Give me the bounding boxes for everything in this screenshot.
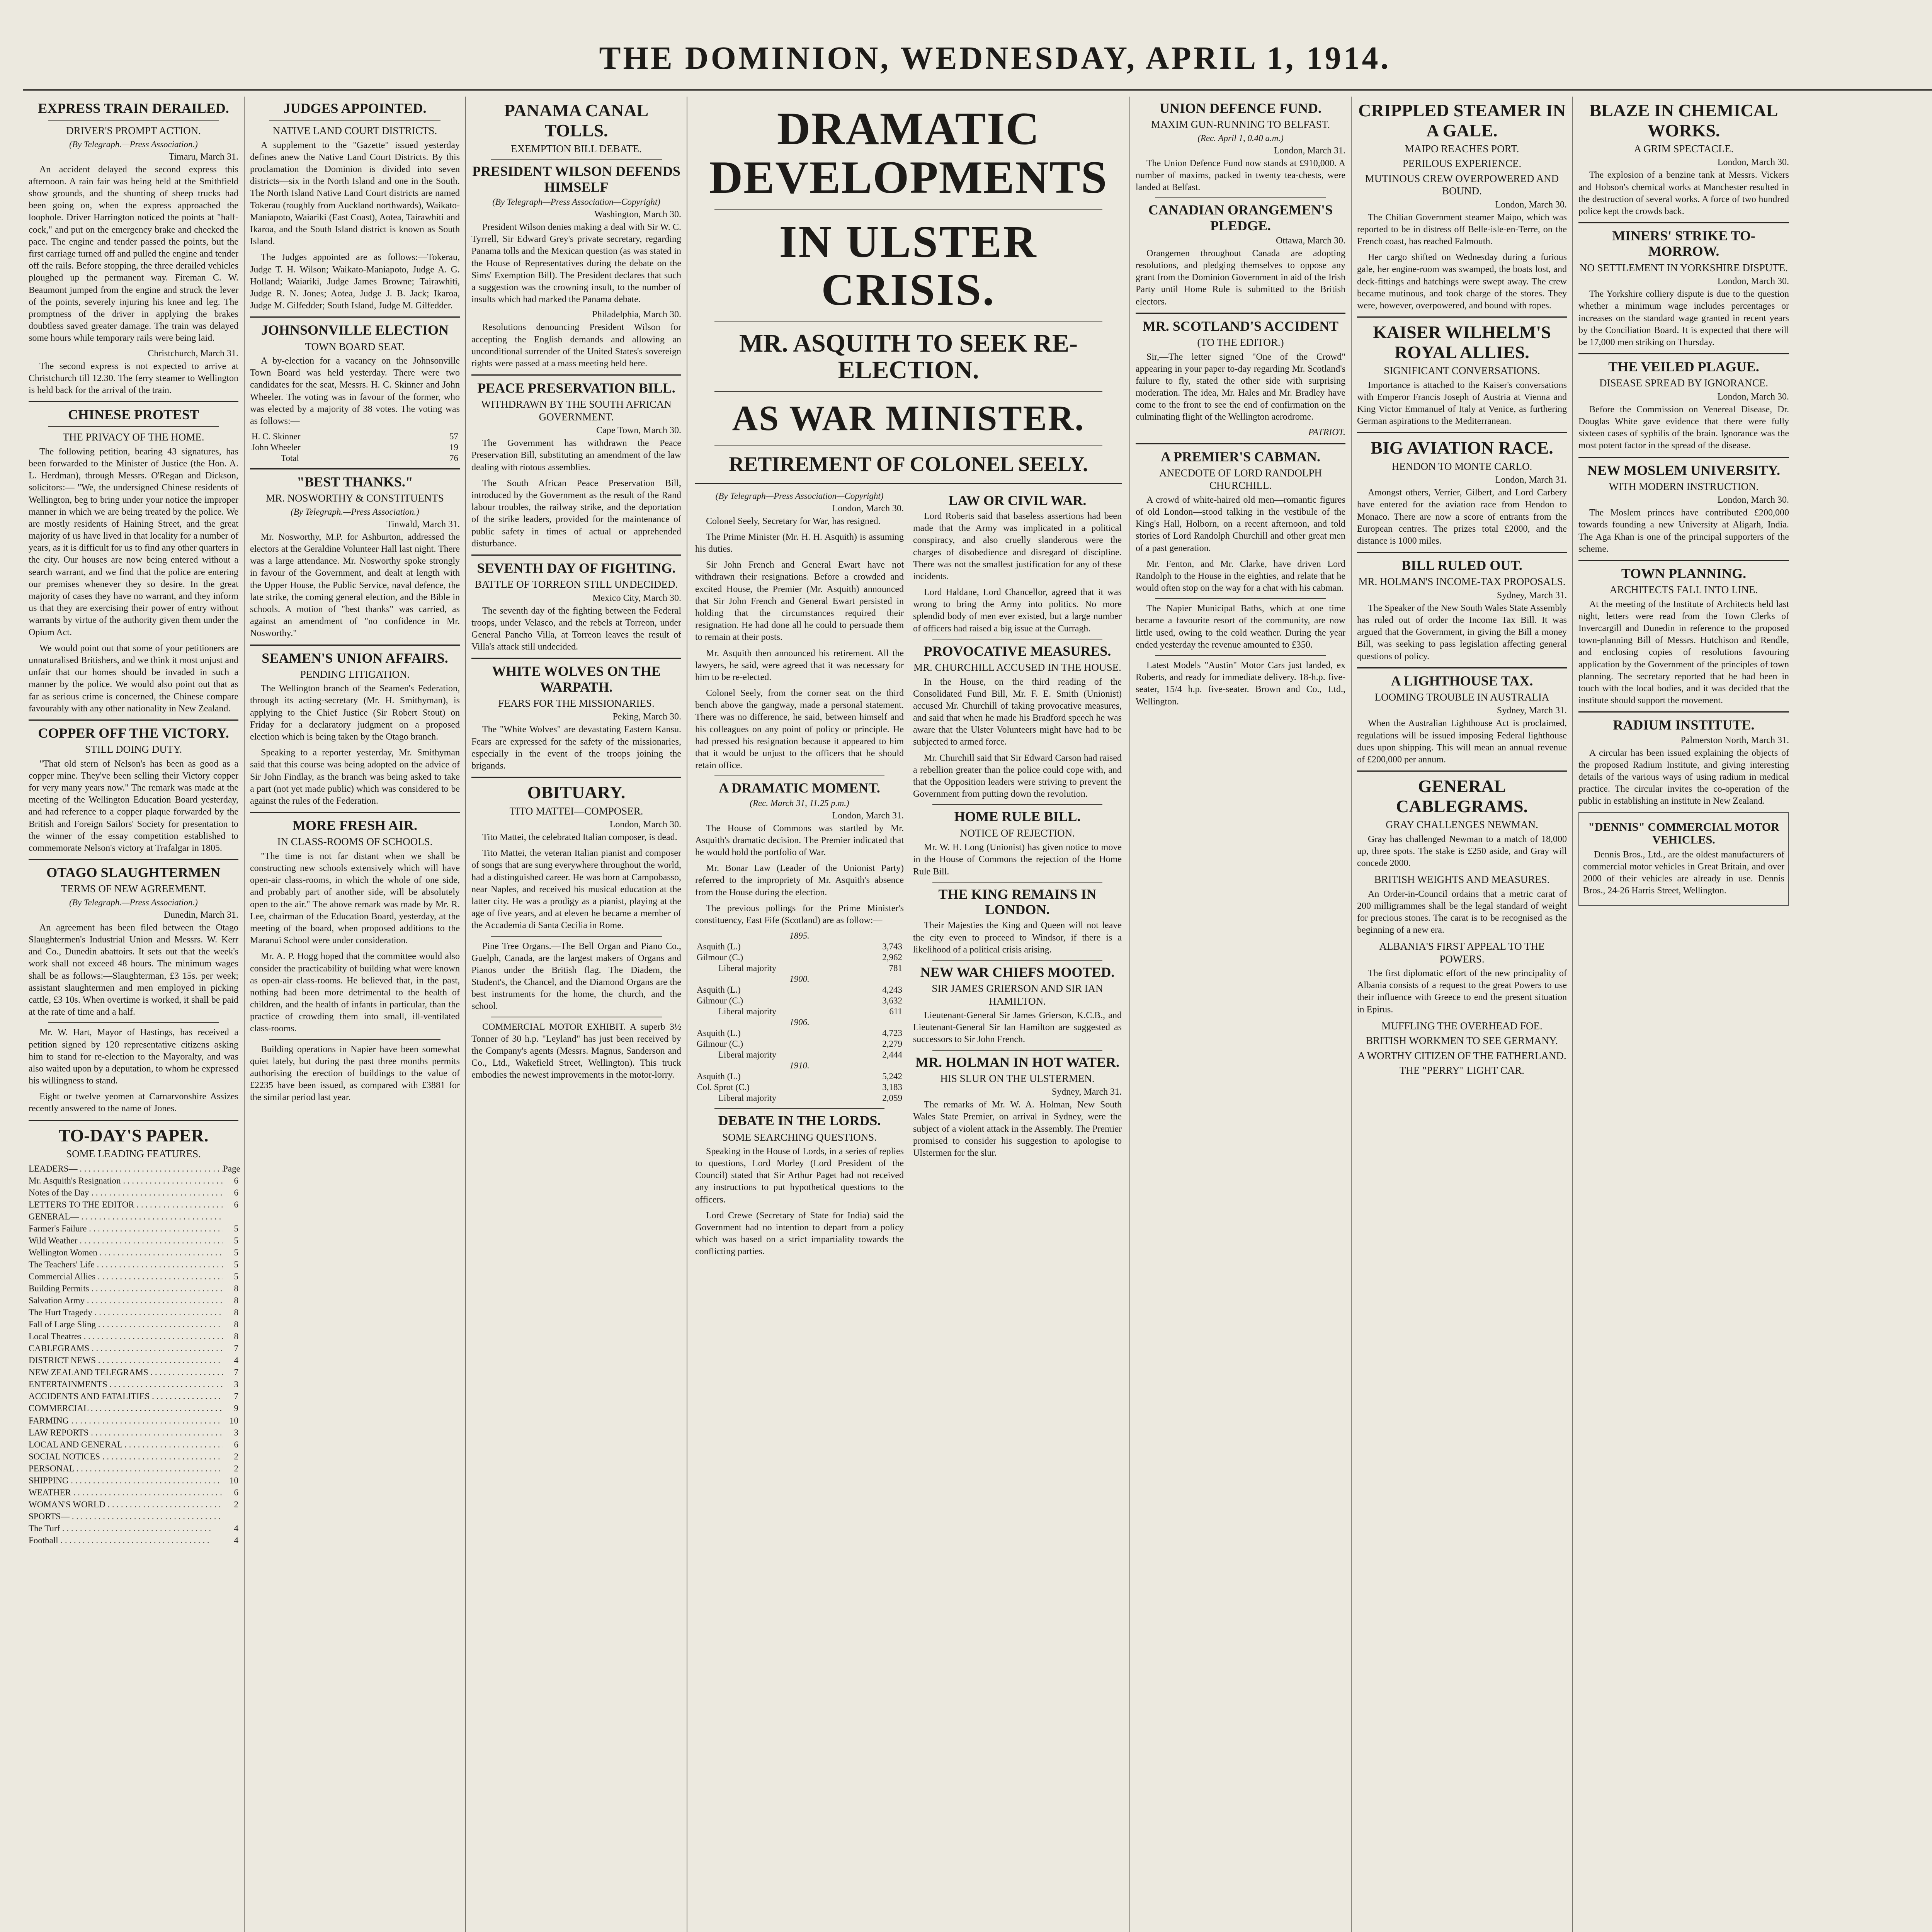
column-7 xyxy=(1352,97,1573,1932)
article-body: An agreement has been filed between the Otago Slaughtermen's Industrial Union and Messrs. W. Kerr and Co., Dunedin abattoirs. It sets out that the week's work shall not exceed 48 hours. The minimum wages shall be as follows:—Slaughterman, £3 15s. per week; assistant slaughtermen and men employed in picking cattle, £3 10s. When overtime is worked, it shall be paid at the rate of time and a half. xyxy=(29,922,238,1017)
index-row: SOCIAL NOTICES . . . 2 xyxy=(29,1451,238,1463)
subhead: HENDON TO MONTE CARLO. xyxy=(1391,460,1532,472)
headline-miners: MINERS' STRIKE TO-MORROW. xyxy=(1612,228,1755,259)
article-body: The previous pollings for the Prime Minister's constituency, East Fife (Scotland) are as follow:— xyxy=(695,903,904,926)
subhead: FEARS FOR THE MISSIONARIES. xyxy=(498,697,655,709)
headline-dramatic-moment: A DRAMATIC MOMENT. xyxy=(719,780,880,796)
article-body: Lieutenant-General Sir James Grierson, K.C.B., and Lieutenant-General Sir Ian Hamilton are suggested as successors to Sir John French. xyxy=(913,1010,1122,1045)
article-body: The seventh day of the fighting between the Federal troops, under Velasco, and the rebels at Torreon, under General Pancho Villa, at Torreon leaves the result of Villa's attack still undecided. xyxy=(471,605,681,652)
headline-canadian: CANADIAN ORANGEMEN'S PLEDGE. xyxy=(1148,202,1333,233)
article-body: The Wellington branch of the Seamen's Federation, through its acting-secretary (Mr. H. Smithyman), is applying to the Chief Justice (Sir Robert Stout) on Friday for a declaratory judgment on a proposed election which is being taken by the Otago branch. xyxy=(250,684,460,742)
article-body: Tito Mattei, the veteran Italian pianist and composer of songs that are sung everywhere throughout the world, had a distinguished career. He was born at Campobasso, near Naples, and received his musical education at the latter city. He was a prodigy as a pianist, playing at the age of five years, and at eleven he became a member of the Accademia di Santa Cecilia in Rome. xyxy=(471,848,681,931)
article-body: The remarks of Mr. W. A. Holman, New South Wales State Premier, on arrival in Sydney, were the subject of a violent attack in the Assembly. The Premier promised to consider his suggestion to apologise to Ulstermen for the slur. xyxy=(913,1100,1122,1158)
headline-todays-paper: TO-DAY'S PAPER. xyxy=(58,1125,209,1145)
subhead: SIGNIFICANT CONVERSATIONS. xyxy=(1384,365,1540,377)
dateline: Ottawa, March 30. xyxy=(1276,235,1345,246)
article-body: The Napier Municipal Baths, which at one time became a favourite resort of the community, are now little used, owing to the cold weather. During the year ended yesterday the revenue amounted to £350. xyxy=(1136,604,1345,650)
subhead: A GRIM SPECTACLE. xyxy=(1634,143,1734,155)
article-body: The first diplomatic effort of the new principality of Albania consists of a request to the great Powers to use their influence with Greece to end the present situation in Epirus. xyxy=(1357,968,1567,1015)
index-row: ENTERTAINMENTS . . . 3 xyxy=(29,1378,238,1390)
subhead: ARCHITECTS FALL INTO LINE. xyxy=(1609,584,1758,596)
headline-general-cablegrams: GENERAL CABLEGRAMS. xyxy=(1396,776,1528,816)
article-body: Importance is attached to the Kaiser's conversations with Emperor Francis Joseph of Austria at Vienna and King Victor Emmanuel of Italy at Venice, as furthering German aspirations to the Mediterranean. xyxy=(1357,380,1567,427)
article-body: The South African Peace Preservation Bill, introduced by the Government as the result of the Rand labour troubles, the railway strike, and the deportation of the strike leaders, provided for the maintenance of public safety in times of actual or apprehended disturbance. xyxy=(471,478,681,549)
article-body: Her cargo shifted on Wednesday during a furious gale, her engine-room was swamped, the boats lost, and deck-fittings and hatchings were swept away. The crew became mutinous, and took charge of the stores. They were, however, overpowered, and bound with ropes. xyxy=(1357,252,1567,311)
dateline: Sydney, March 31. xyxy=(1497,590,1567,600)
index-row: Building Permits . . . 8 xyxy=(29,1282,238,1294)
article-body: Mr. A. P. Hogg hoped that the committee would also consider the practicability of building what were known as open-air class-rooms. He believed that, in the past, nothing had been more detrimental to the health of children, and the health of infants in particular, than the practice of crowding them into small, ill-ventilated class-rooms. xyxy=(250,951,460,1034)
headline-chinese: CHINESE PROTEST xyxy=(68,407,199,423)
index-row: LAW REPORTS . . . 3 xyxy=(29,1427,238,1439)
dateline: Dunedin, March 31. xyxy=(163,910,238,920)
headline-veiled-plague: THE VEILED PLAGUE. xyxy=(1608,359,1759,375)
subhead: WITH MODERN INSTRUCTION. xyxy=(1609,480,1759,492)
dateline: Peking, March 30. xyxy=(612,712,681,722)
subhead: LOOMING TROUBLE IN AUSTRALIA xyxy=(1374,691,1549,703)
subhead: TERMS OF NEW AGREEMENT. xyxy=(61,883,206,895)
subhead: IN CLASS-ROOMS OF SCHOOLS. xyxy=(277,836,433,848)
article-body: The Union Defence Fund now stands at £910,000. A number of maxims, packed in twenty tea-chests, were landed at Belfast. xyxy=(1136,158,1345,193)
headline-kaiser: KAISER WILHELM'S ROYAL ALLIES. xyxy=(1373,322,1551,362)
index-row: LETTERS TO THE EDITOR . . . 6 xyxy=(29,1199,238,1211)
headline-otago: OTAGO SLAUGHTERMEN xyxy=(46,865,221,881)
article-body: Sir John French and General Ewart have not withdrawn their resignations. Before a crowded and excited House, the Premier (Mr. Asquith) announced that Sir John French and General Ewart persisted in holding that the circumstances required their resignation. He had done all he could to persuade them to remain at their posts. xyxy=(695,560,904,643)
headline-war-chiefs: NEW WAR CHIEFS MOOTED. xyxy=(920,964,1115,980)
article-body: In the House, on the third reading of the Consolidated Fund Bill, Mr. F. E. Smith (Unionist) accused Mr. Churchill of taking provocative measures, and said that when he made his Bradford speech he was aware that the Ulster Volunteers might have had to be subjected to armed force. xyxy=(913,677,1122,747)
subhead: TOWN BOARD SEAT. xyxy=(305,340,405,352)
article-body: At the meeting of the Institute of Architects held last night, letters were read from the Town Clerks of Invercargill and Dunedin in reference to the proposed town-planning Bill of Messrs. Hutchison and Rendle, and enclosing copies of resolutions favouring application by the Government of the principles of town planning. The secretary reported that he had been in touch with the local bodies, and it was decided that the institute should support the movement. xyxy=(1578,599,1789,706)
subhead: PRESIDENT WILSON DEFENDS HIMSELF xyxy=(472,163,680,195)
headline-crippled-steamer: CRIPPLED STEAMER IN A GALE. xyxy=(1358,100,1566,140)
article-body: The second express is not expected to arrive at Christchurch till 12.30. The ferry steamer to Wellington is held back for the arrival of the train. xyxy=(29,361,238,395)
article-body: When the Australian Lighthouse Act is proclaimed, regulations will be issued imposing Federal lighthouse dues upon shipping. This will mean an annual revenue of £200,000 per annum. xyxy=(1357,718,1567,765)
byline: (Rec. March 31, 11.25 p.m.) xyxy=(750,798,849,808)
main-headline-5: RETIREMENT OF COLONEL SEELY. xyxy=(729,452,1088,476)
subhead: BATTLE OF TORREON STILL UNDECIDED. xyxy=(474,578,678,590)
byline: (By Telegraph.—Press Association.) xyxy=(69,139,198,149)
article-body: We would point out that some of your petitioners are unnaturalised Britishers, and we think it most unjust and unfair that our homes should be invaded in such a manner by the police. We would also point out that as far as serious crime is concerned, the Chinese compare favourably with any other nationality in New Zealand. xyxy=(29,643,238,714)
main-headline-2: IN ULSTER CRISIS. xyxy=(779,216,1038,315)
article-body: The Government has withdrawn the Peace Preservation Bill, substituting an amendment of the law dealing with riotous assemblies. xyxy=(471,438,681,473)
dateline: Sydney, March 31. xyxy=(1497,706,1567,716)
subhead: STILL DOING DUTY. xyxy=(85,743,182,755)
article-body: Lord Haldane, Lord Chancellor, agreed that it was wrong to bring the Army into politics. No more splendid body of men ever existed, but a large number of officers had raised a big issue at the Curragh. xyxy=(913,587,1122,634)
index-row: LOCAL AND GENERAL . . . 6 xyxy=(29,1439,238,1451)
headline-town-planning: TOWN PLANNING. xyxy=(1621,566,1747,582)
subhead: ANECDOTE OF LORD RANDOLPH CHURCHILL. xyxy=(1159,467,1322,492)
subhead: SOME LEADING FEATURES. xyxy=(66,1148,201,1160)
article-body: Lord Roberts said that baseless assertions had been made that the Army was implicated in a political conspiracy, and also cruelly slanderous were the charges of disobedience and disregard of discipline. There was not the smallest justification for any of these incidents. xyxy=(913,511,1122,582)
dateline: Timaru, March 31. xyxy=(168,151,238,162)
article-body: Mr. Bonar Law (Leader of the Unionist Party) referred to the impropriety of Mr. Asquith's absence from the House during the election. xyxy=(695,863,904,898)
dateline: Washington, March 30. xyxy=(594,209,681,220)
poll-year-row: 1910. xyxy=(789,1061,810,1071)
poll-row: Liberal majority 2,059 xyxy=(718,1093,902,1103)
poll-row: Asquith (L.) 5,242 xyxy=(697,1071,902,1082)
subhead: THE "PERRY" LIGHT CAR. xyxy=(1399,1065,1525,1077)
main-headline-4: AS WAR MINISTER. xyxy=(732,398,1085,438)
index-row: ACCIDENTS AND FATALITIES . . . 7 xyxy=(29,1390,238,1402)
index-row: The Turf . . . 4 xyxy=(29,1522,238,1534)
article-body: A by-election for a vacancy on the Johnsonville Town Board was held yesterday. There were two candidates for the seat, Messrs. H. C. Skinner and John Wheeler. The voting was in favour of the former, who was elected by a majority of 38 votes. The voting was as follows:— xyxy=(250,356,460,426)
article-body: The Prime Minister (Mr. H. H. Asquith) is assuming his duties. xyxy=(695,532,904,554)
article-body: Before the Commission on Venereal Disease, Dr. Douglas White gave evidence that there were fully sixteen cases of syphilis of the brain. Ignorance was the most potent factor in the spread of the disease. xyxy=(1578,404,1789,451)
poll-row: Asquith (L.) 4,243 xyxy=(697,985,902,995)
headline-radium: RADIUM INSTITUTE. xyxy=(1613,717,1755,733)
poll-row: Liberal majority 2,444 xyxy=(718,1050,902,1060)
subhead: MR. HOLMAN'S INCOME-TAX PROPOSALS. xyxy=(1358,576,1566,588)
letter-signature: PATRIOT. xyxy=(1308,427,1345,437)
subhead: BRITISH WEIGHTS AND MEASURES. xyxy=(1374,874,1550,886)
index-row: SHIPPING . . . 10 xyxy=(29,1475,238,1486)
article-body: Eight or twelve yeomen at Carnarvonshire Assizes recently answered to the name of Jones. xyxy=(29,1092,238,1114)
article-body: The Speaker of the New South Wales State Assembly has ruled out of order the Income Tax Bill. It was argued that the Government, in giving the Bill a money Bill, was seeking to pass legislation affecting general questions of policy. xyxy=(1357,603,1567,662)
headline-judges: JUDGES APPOINTED. xyxy=(283,100,427,116)
dateline: London, March 30. xyxy=(609,820,681,830)
headline-seventh-day: SEVENTH DAY OF FIGHTING. xyxy=(477,560,676,576)
subhead: MUTINOUS CREW OVERPOWERED AND BOUND. xyxy=(1365,172,1559,197)
subhead: EXEMPTION BILL DEBATE. xyxy=(511,143,642,155)
index-row: DISTRICT NEWS . . . 4 xyxy=(29,1354,238,1366)
subhead: NOTICE OF REJECTION. xyxy=(960,827,1075,839)
byline: (By Telegraph—Press Association—Copyright) xyxy=(492,197,660,207)
byline: (Rec. April 1, 0.40 a.m.) xyxy=(1197,133,1284,143)
column-3 xyxy=(466,97,687,1932)
headline-copper: COPPER OFF THE VICTORY. xyxy=(38,725,229,741)
dateline: London, March 30. xyxy=(1717,157,1789,168)
poll-row: Gilmour (C.) 2,962 xyxy=(697,952,902,963)
article-body: Mr. Nosworthy, M.P. for Ashburton, addressed the electors at the Geraldine Volunteer Hall last night. There was a large attendance. Mr. Nosworthy spoke strongly in favour of the Government, and dealt at length with the Upper House, the Public Service, naval defence, the late strike, the coming general election, and the Bible in schools. A motion of "best thanks" was carried, as against an amendment of "no confidence in Mr. Nosworthy." xyxy=(250,532,460,639)
poll-row: Col. Sprot (C.) 3,183 xyxy=(697,1082,902,1092)
article-body: The Chilian Government steamer Maipo, which was reported to be in distress off Belle-isle-en-Terre, on the French coast, has reached Falmouth. xyxy=(1357,212,1567,247)
byline: (By Telegraph—Press Association—Copyright) xyxy=(715,491,884,501)
subhead: THE PRIVACY OF THE HOME. xyxy=(63,431,204,443)
index-row: Salvation Army . . . 8 xyxy=(29,1294,238,1306)
byline: (By Telegraph.—Press Association.) xyxy=(69,897,198,907)
headline-scotland: MR. SCOTLAND'S ACCIDENT xyxy=(1142,318,1339,334)
column-2 xyxy=(245,97,466,1932)
headline-civil-war: LAW OR CIVIL WAR. xyxy=(948,492,1087,508)
article-body: Speaking to a reporter yesterday, Mr. Smithyman said that this course was being adopted on the advice of Sir John Findlay, as the branch was being asked to take a part (not yet made public) which was considered to be against the rules of the Federation. xyxy=(250,748,460,806)
subhead: MUFFLING THE OVERHEAD FOE. xyxy=(1381,1020,1543,1032)
subhead: TITO MATTEI—COMPOSER. xyxy=(509,805,643,817)
dateline: Sydney, March 31. xyxy=(1051,1087,1122,1097)
headline-lighthouse: A LIGHTHOUSE TAX. xyxy=(1391,673,1533,689)
advertisement-dennis xyxy=(1578,812,1789,906)
subhead: WITHDRAWN BY THE SOUTH AFRICAN GOVERNMENT. xyxy=(481,398,672,423)
headline-obituary: OBITUARY. xyxy=(527,782,626,803)
dateline: Tinwald, March 31. xyxy=(386,519,460,529)
index-row: Fall of Large Sling . . . 8 xyxy=(29,1318,238,1330)
headline-cabman: A PREMIER'S CABMAN. xyxy=(1160,449,1320,464)
index-row: Local Theatres . . . 8 xyxy=(29,1330,238,1342)
index-row: Farmer's Failure . . . 5 xyxy=(29,1223,238,1235)
article-body: Building operations in Napier have been somewhat quiet lately, but during the past three months permits authorising the erection of buildings to the value of £2235 have been issued, as compared with £3881 for the similar period last year. xyxy=(250,1044,460,1103)
vote-row: H. C. Skinner 57 xyxy=(252,432,458,442)
poll-row: Gilmour (C.) 3,632 xyxy=(697,996,902,1006)
subhead: MR. CHURCHILL ACCUSED IN THE HOUSE. xyxy=(913,662,1121,673)
subhead: NATIVE LAND COURT DISTRICTS. xyxy=(272,125,437,137)
article-body: Tito Mattei, the celebrated Italian composer, is dead. xyxy=(482,832,677,843)
page-number xyxy=(1920,43,1932,73)
poll-row: Liberal majority 781 xyxy=(718,963,902,973)
dateline: London, March 30. xyxy=(832,503,904,514)
article-body: The explosion of a benzine tank at Messrs. Vickers and Hobson's chemical works at Manchester resulted in the destruction of several works. A force of two hundred police kept the crowds back. xyxy=(1578,170,1789,216)
index-row: WOMAN'S WORLD . . . 2 xyxy=(29,1498,238,1510)
dateline: London, March 30. xyxy=(1717,495,1789,505)
index-row: WEATHER . . . 6 xyxy=(29,1486,238,1498)
article-body: The House of Commons was startled by Mr. Asquith's dramatic decision. The Premier indicated that he would hold the portfolio of War. xyxy=(695,823,904,858)
headline-thanks: "BEST THANKS." xyxy=(297,474,413,490)
advertisement-text: Latest Models "Austin" Motor Cars just landed, ex Roberts, and ready for immediate delivery. 18-h.p. five-seater, 15/4 h.p. five-seater. Brown and Co., Ltd., Wellington. xyxy=(1136,660,1345,707)
article-body: The Yorkshire colliery dispute is due to the question whether a minimum wage includes percentages or increases on the standard wage granted in recent years by the Conciliation Board. It is expected that there will be 17,000 men striking on Thursday. xyxy=(1578,289,1789,347)
headline-panama: PANAMA CANAL TOLLS. xyxy=(504,100,649,140)
article-body: The Judges appointed are as follows:—Tokerau, Judge T. H. Wilson; Waikato-Maniapoto, Judge A. G. Holland; Waiariki, Judge James Browne; Tairawhiti, Judge R. N. Jones; Aotea, Judge J. B. Jack; Ikaroa, Judge M. Gilfedder; South Island, Judge M. Gilfedder. xyxy=(250,252,460,311)
article-body: Colonel Seely, from the corner seat on the third bench above the gangway, made a personal statement. There was no difference, he said, between himself and his colleagues on any point of policy or principle. He had pressed his resignation because it appeared to him that it would be unjust to the officers that he should retain office. xyxy=(695,688,904,771)
dateline: Christchurch, March 31. xyxy=(148,348,238,359)
subhead: MAIPO REACHES PORT. xyxy=(1405,143,1519,155)
subhead: MAXIM GUN-RUNNING TO BELFAST. xyxy=(1151,119,1330,131)
article-body: Colonel Seely, Secretary for War, has resigned. xyxy=(706,516,881,526)
subhead: NO SETTLEMENT IN YORKSHIRE DISPUTE. xyxy=(1579,262,1788,274)
subhead: ALBANIA'S FIRST APPEAL TO THE POWERS. xyxy=(1379,940,1545,965)
index-row: LEADERS— . . . Page xyxy=(29,1163,238,1175)
article-body: Mr. Asquith then announced his retirement. All the lawyers, he said, were agreed that it was necessary for him to be re-elected. xyxy=(695,648,904,682)
index-row: PERSONAL . . . 2 xyxy=(29,1463,238,1475)
column-6 xyxy=(1130,97,1352,1932)
subhead: PENDING LITIGATION. xyxy=(300,668,410,680)
article-body: "That old stern of Nelson's has been as good as a copper mine. They've been selling their Victory copper for very many years now." The remark was made at the meeting of the Wellington Education Board yesterday, and had reference to a copper plaque forwarded by the British and Foreign Sailors' Society for presentation to the winner of the essay competition established to commemorate Nelson's victory at Trafalgar in 1805. xyxy=(29,759,238,853)
poll-row: Gilmour (C.) 2,279 xyxy=(697,1039,902,1049)
index-row: Commercial Allies . . . 5 xyxy=(29,1270,238,1282)
headline-fresh-air: MORE FRESH AIR. xyxy=(292,818,418,833)
index-row: Mr. Asquith's Resignation . . . 6 xyxy=(29,1175,238,1187)
dateline: London, March 31. xyxy=(1495,475,1567,485)
advertisement-text: Pine Tree Organs.—The Bell Organ and Piano Co., Guelph, Canada, are the largest makers of Organs and Pianos under the British flag. The Diadem, the Student's, the Chancel, and the Diamond Organs are the best instruments for the home, the church, and the school. xyxy=(471,941,681,1012)
dateline: Philadelphia, March 30. xyxy=(592,310,681,320)
dateline: London, March 30. xyxy=(1717,276,1789,287)
index-row: Wild Weather . . . 5 xyxy=(29,1235,238,1247)
headline-union-defence: UNION DEFENCE FUND. xyxy=(1159,100,1321,116)
article-body: "The time is not far distant when we shall be constructing new schools extensively which will have open-air class-rooms, in which the whole of one side, and probably part of another side, will be absolutely open to the air." The above remark was made by Mr. R. Lee, chairman of the Education Board, yesterday, at the meeting of the board, when proposed additions to the Maranui School were under consideration. xyxy=(250,851,460,946)
index-row: Football . . . 4 xyxy=(29,1534,238,1546)
headline-seamen: SEAMEN'S UNION AFFAIRS. xyxy=(262,650,448,666)
dateline: London, March 31. xyxy=(1274,145,1345,156)
article-body: Gray has challenged Newman to a match of 18,000 up, three spots. The stake is £250 aside, and Gray will concede 2000. xyxy=(1357,834,1567,868)
dateline: Mexico City, March 30. xyxy=(592,593,681,603)
article-body: An Order-in-Council ordains that a metric carat of 200 milligrammes shall be the legal standard of weight for precious stones. The carat is to be recognised as the beginning of a new era. xyxy=(1357,889,1567,935)
vote-table xyxy=(250,431,460,464)
index-row: CABLEGRAMS . . . 7 xyxy=(29,1342,238,1354)
polling-table xyxy=(695,930,904,1104)
dateline: London, March 30. xyxy=(1495,199,1567,210)
index-row: FARMING . . . 10 xyxy=(29,1415,238,1427)
dateline: Palmerston North, March 31. xyxy=(1680,735,1789,745)
poll-year-row: 1895. xyxy=(789,931,810,941)
headline-bill-ruled-out: BILL RULED OUT. xyxy=(1401,558,1522,573)
article-body: The following petition, bearing 43 signatures, has been forwarded to the Minister of Justice (the Hon. A. L. Herdman), through Messrs. O'Regan and Dickson, solicitors:— "We, the undersigned Chinese residents of Wellington, beg to bring under your notice the improper manner in which we are being treated by the police. We are mostly residents of Haining Street, and the great majority of us have lived in that locality for a number of years, as it is difficult for us to find any other quarters in the city. Our houses are now being entered without a search warrant, and we find that the police are entering our premises whenever they so desire. In the great majority of cases they have no warrant, and they inform us that they are exercising their power of entry without warrants by virtue of the authority given them under the Opium Act. xyxy=(29,446,238,638)
article-body: An accident delayed the second express this afternoon. A rain fair was being held at the Smithfield show grounds, and the shunting of sheep trucks had been going on, when the express approached the loophole. Driver Harrington noticed the points at "half-cock," and put on the emergency brake and checked the pace. The engine and tender passed the points, but the first carriage turned off and pulled the engine and tender off the rails. Before stopping, the three derailed vehicles ploughed up the permanent way. Fireman C. W. Beaumont jumped from the engine and struck the lever of the points, severely injuring his knee and leg. The promptness of the driver in applying the brakes doubtless saved greater damage. The train was delayed some hours while temporary rails were being laid. xyxy=(29,164,238,344)
features-index xyxy=(29,1163,238,1547)
dateline: Cape Town, March 30. xyxy=(596,425,681,436)
subhead: SOME SEARCHING QUESTIONS. xyxy=(722,1131,877,1143)
subhead: HIS SLUR ON THE ULSTERMEN. xyxy=(940,1072,1095,1084)
poll-year-row: 1906. xyxy=(789,1017,810,1027)
center-feature xyxy=(687,97,1130,1932)
vote-row: Total 76 xyxy=(281,453,458,463)
article-body: Sir,—The letter signed "One of the Crowd" appearing in your paper to-day regarding Mr. Scotland's failure to fly, stated the other side with surprising moderation. The idea, Mr. Hales and Mr. Bradley have come to the front to see the end of confirmation on the culminating flight of the Wellington aerodrome. xyxy=(1136,352,1345,422)
index-row: Wellington Women . . . 5 xyxy=(29,1247,238,1259)
headline-debate-lords: DEBATE IN THE LORDS. xyxy=(718,1113,881,1129)
column-8 xyxy=(1573,97,1794,1932)
article-body: President Wilson denies making a deal with Sir W. C. Tyrrell, Sir Edward Grey's private secretary, regarding Panama tolls and the Mexican question (as was stated in the House of Representatives during the debate on the Sims' Exemption Bill). The President declares that such a suggestion was the crowning insult, to the number of insults which had marked the Panama debate. xyxy=(471,222,681,305)
poll-year-row: 1900. xyxy=(789,974,810,984)
headline-johnsonville: JOHNSONVILLE ELECTION xyxy=(261,322,449,338)
headline-provocative: PROVOCATIVE MEASURES. xyxy=(923,643,1111,659)
headline-peace: PEACE PRESERVATION BILL. xyxy=(477,380,675,396)
index-row: SPORTS— . . . xyxy=(29,1510,238,1522)
article-body: Amongst others, Verrier, Gilbert, and Lord Carbery have entered for the aviation race from Hendon to Monaco. There are now a score of entrants from the European centres. The prizes total £2000, and the distance is 1000 miles. xyxy=(1357,488,1567,546)
article-body: Resolutions denouncing President Wilson for accepting the English demands and allowing an unconditional surrender of the United States's sovereign rights were passed at a mass meeting held here. xyxy=(471,322,681,369)
advertisement-text: COMMERCIAL MOTOR EXHIBIT. A superb 3½ Tonner of 30 h.p. "Leyland" has just been received by the Company's agents (Messrs. Magnus, Sanderson and Co., Ltd., Wakefield Street, Wellington). This truck embodies the newest improvements in the motor-lorry. xyxy=(471,1022,681,1080)
subhead: GRAY CHALLENGES NEWMAN. xyxy=(1386,819,1538,831)
dateline: London, March 30. xyxy=(1717,391,1789,402)
index-row: GENERAL— . . . xyxy=(29,1211,238,1223)
headline-home-rule: HOME RULE BILL. xyxy=(954,809,1081,825)
article-body: Mr. W. H. Long (Unionist) has given notice to move in the House of Commons the rejection of the Home Rule Bill. xyxy=(913,842,1122,877)
headline-moslem-university: NEW MOSLEM UNIVERSITY. xyxy=(1587,462,1781,478)
subhead: DISEASE SPREAD BY IGNORANCE. xyxy=(1599,377,1769,389)
dateline: London, March 31. xyxy=(832,810,904,821)
subhead: (TO THE EDITOR.) xyxy=(1197,337,1284,349)
article-body: Speaking in the House of Lords, in a series of replies to questions, Lord Morley (Lord President of the Council) stated that Sir Arthur Paget had not received any instructions to put hypothetical questions to the officers. xyxy=(695,1146,904,1205)
index-row: Notes of the Day . . . 6 xyxy=(29,1187,238,1199)
headline-holman: MR. HOLMAN IN HOT WATER. xyxy=(915,1054,1120,1070)
index-row: NEW ZEALAND TELEGRAMS . . . 7 xyxy=(29,1366,238,1378)
article-body: Mr. Churchill said that Sir Edward Carson had raised a rebellion greater than the police could cope with, and that the Opposition leaders were striving to prevent the Government from putting down the revolution. xyxy=(913,753,1122,799)
article-body: Mr. W. Hart, Mayor of Hastings, has received a petition signed by 120 representative citizens asking him to stand for re-election to the Mayoralty, and was also waited upon by a deputation, to whom he expressed his willingness to stand. xyxy=(29,1027,238,1086)
main-headline-3: MR. ASQUITH TO SEEK RE-ELECTION. xyxy=(739,329,1078,384)
main-headline: DRAMATIC DEVELOPMENTS xyxy=(709,103,1108,203)
index-row: The Hurt Tragedy . . . 8 xyxy=(29,1306,238,1318)
masthead-title: THE DOMINION, WEDNESDAY, APRIL 1, 1914. xyxy=(599,40,1391,76)
article-body: Their Majesties the King and Queen will not leave the city even to proceed to Windsor, if there is a likelihood of a political crisis arising. xyxy=(913,920,1122,955)
article-body: The Moslem princes have contributed £200,000 towards founding a new University at Aligarh, India. The Aga Khan is one of the principal supporters of the scheme. xyxy=(1578,508,1789,554)
headline-express: EXPRESS TRAIN DERAILED. xyxy=(38,100,229,116)
article-body: A crowd of white-haired old men—romantic figures of old London—stood talking in the vestibule of the King's Hall, Holborn, on a recent afternoon, and told stories of Lord Randolph Churchill and other great men of a past generation. xyxy=(1136,495,1345,553)
index-row: COMMERCIAL . . . 9 xyxy=(29,1402,238,1414)
ad-headline: "DENNIS" COMMERCIAL MOTOR VEHICLES. xyxy=(1588,820,1779,847)
poll-row: Asquith (L.) 3,743 xyxy=(697,942,902,952)
article-body: Orangemen throughout Canada are adopting resolutions, and pledging themselves to oppose any grant from the Dominion Government in aid of the Irish Party until Home Rule is submitted to the British electors. xyxy=(1136,248,1345,307)
byline: (By Telegraph.—Press Association.) xyxy=(291,507,419,517)
article-body: A circular has been issued explaining the objects of the proposed Radium Institute, and giving interesting details of the various ways of using radium in medical practice. The circular invites the co-operation of the public in establishing an institute in New Zealand. xyxy=(1578,748,1789,806)
index-row: The Teachers' Life . . . 5 xyxy=(29,1259,238,1270)
headline-white-wolves: WHITE WOLVES ON THE WARPATH. xyxy=(492,663,661,695)
subhead: PERILOUS EXPERIENCE. xyxy=(1402,158,1522,170)
subhead-express: DRIVER'S PROMPT ACTION. xyxy=(66,125,201,137)
masthead xyxy=(23,27,1932,91)
poll-row: Liberal majority 611 xyxy=(718,1007,902,1017)
article-body: Lord Crewe (Secretary of State for India) said the Government had no intention to depart from a policy which was based on a strict impartiality towards the conflicting parties. xyxy=(695,1210,904,1257)
article-body: The "White Wolves" are devastating Eastern Kansu. Fears are expressed for the safety of the missionaries, especially in the event of the troops joining the brigands. xyxy=(471,724,681,771)
advertisement-text: Dennis Bros., Ltd., are the oldest manufacturers of commercial motor vehicles in Great Britain, and over 2000 of their vehicles are already in use. Dennis Bros., 24-26 Harris Street, Wellington. xyxy=(1583,849,1784,896)
article-body: Mr. Fenton, and Mr. Clarke, have driven Lord Randolph to the House in the eighties, and relate that he would often stop on the way for a chat with his cabman. xyxy=(1136,559,1345,594)
headline-aviation: BIG AVIATION RACE. xyxy=(1371,438,1553,458)
subhead: SIR JAMES GRIERSON AND SIR IAN HAMILTON. xyxy=(932,983,1103,1007)
article-body: A supplement to the "Gazette" issued yesterday defines anew the Native Land Court Districts. By this proclamation the Dominion is divided into seven districts—six in the North Island and one in the South. The North Island Native Land Court districts are named Tokerau (roughly from Auckland northwards), Waikato-Maniapoto, Waiariki (East Coast), Aotea, Tairawhiti and Ikaroa, and the South Island district is known as South Island. xyxy=(250,140,460,247)
poll-row: Asquith (L.) 4,723 xyxy=(697,1028,902,1038)
headline-king: THE KING REMAINS IN LONDON. xyxy=(938,886,1097,917)
subhead: BRITISH WORKMEN TO SEE GERMANY. xyxy=(1366,1035,1558,1047)
subhead: MR. NOSWORTHY & CONSTITUENTS xyxy=(266,492,444,504)
subhead: A WORTHY CITIZEN OF THE FATHERLAND. xyxy=(1357,1049,1566,1061)
vote-row: John Wheeler 19 xyxy=(252,442,458,452)
headline-blaze: BLAZE IN CHEMICAL WORKS. xyxy=(1589,100,1778,140)
column-1 xyxy=(23,97,245,1932)
